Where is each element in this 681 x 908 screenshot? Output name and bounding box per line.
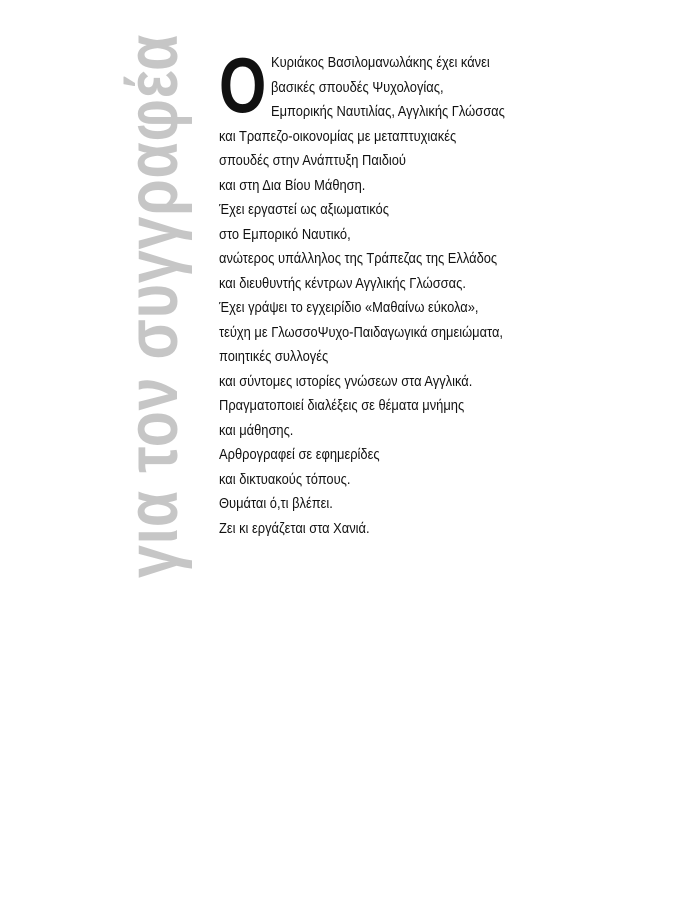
- bio-line: Αρθρογραφεί σε εφημερίδες: [219, 446, 380, 463]
- drop-cap-letter: Ο: [219, 41, 267, 129]
- bio-line: και διευθυντής κέντρων Αγγλικής Γλώσσας.: [219, 275, 466, 292]
- about-author-side-title: [108, 33, 198, 578]
- bio-line: ανώτερος υπάλληλος της Τράπεζας της Ελλάδος: [219, 250, 498, 267]
- bio-line: σπουδές στην Ανάπτυξη Παιδιού: [219, 152, 406, 169]
- side-title-text: για τον συγγραφέα: [113, 33, 193, 578]
- bio-line: Ζει κι εργάζεται στα Χανιά.: [219, 520, 370, 537]
- bio-line: και δικτυακούς τόπους.: [219, 471, 351, 488]
- bio-line: Έχει εργαστεί ως αξιωματικός: [219, 201, 389, 218]
- bio-line: Έχει γράψει το εγχειρίδιο «Μαθαίνω εύκολα»,: [219, 299, 479, 316]
- bio-line: Θυμάται ό,τι βλέπει.: [219, 495, 333, 512]
- bio-line: Πραγματοποιεί διαλέξεις σε θέματα μνήμης: [219, 397, 465, 414]
- bio-line: στο Εμπορικό Ναυτικό,: [219, 226, 351, 243]
- bio-line: και μάθησης.: [219, 422, 294, 439]
- bio-line: και Τραπεζο-οικονομίας με μεταπτυχιακές: [219, 128, 457, 145]
- bio-line: και σύντομες ιστορίες γνώσεων στα Αγγλικά.: [219, 373, 473, 390]
- bio-line: Κυριάκος Βασιλομανωλάκης έχει κάνει: [271, 54, 490, 71]
- bio-line: και στη Δια Βίου Μάθηση.: [219, 177, 366, 194]
- bio-line: τεύχη με ΓλωσσοΨυχο-Παιδαγωγικά σημειώματα,: [219, 324, 504, 341]
- bio-line: βασικές σπουδές Ψυχολογίας,: [271, 79, 444, 96]
- bio-line: Εμπορικής Ναυτιλίας, Αγγλικής Γλώσσας: [271, 103, 505, 120]
- bio-line: ποιητικές συλλογές: [219, 348, 329, 365]
